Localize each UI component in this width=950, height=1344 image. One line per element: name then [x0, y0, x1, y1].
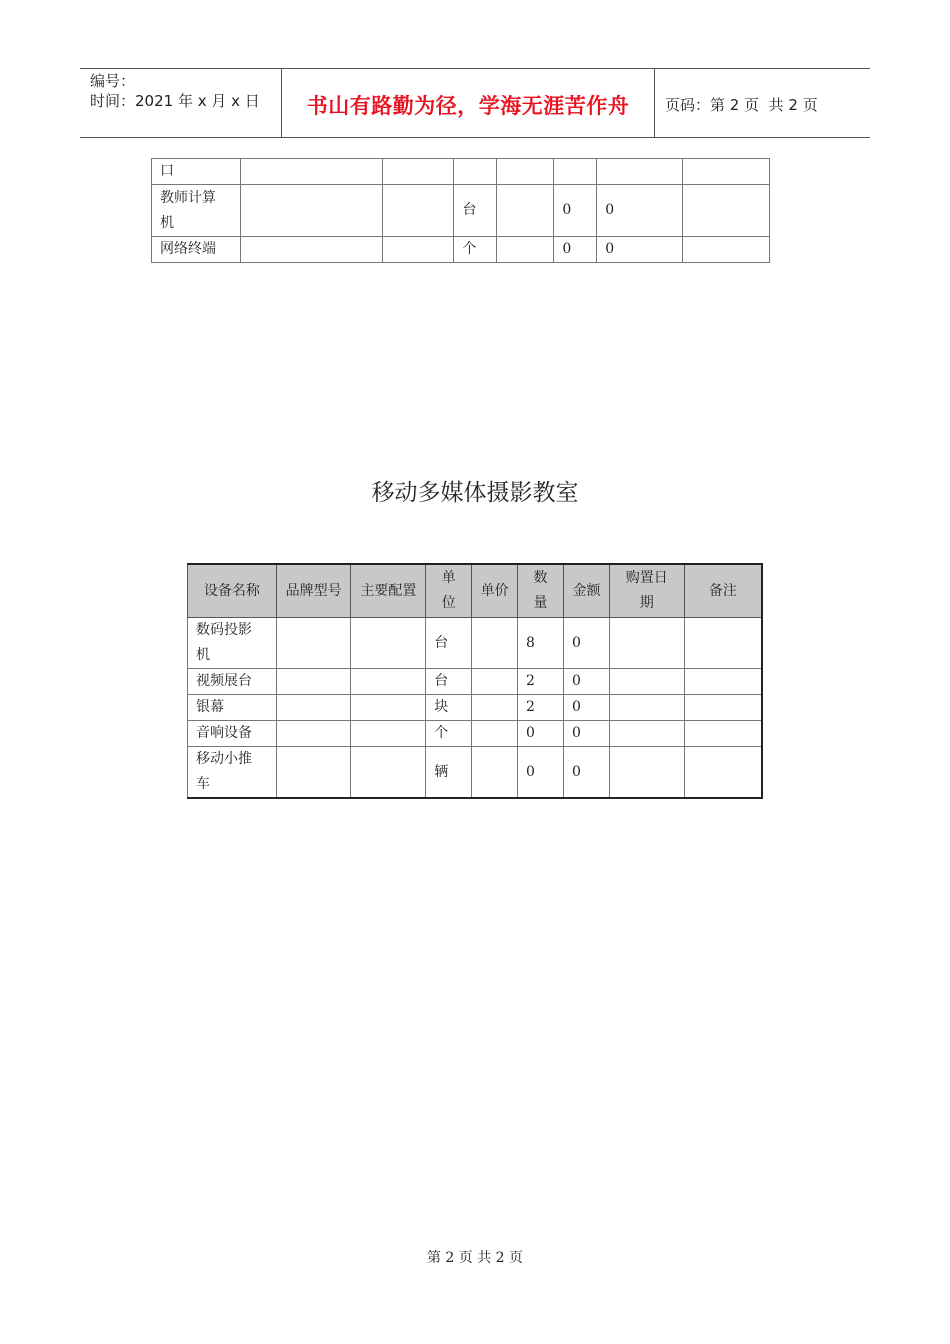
cell-amount: 0	[564, 721, 610, 747]
header-cell: 备注	[684, 564, 762, 618]
cell-amount: 0	[564, 669, 610, 695]
header-meta	[80, 69, 282, 137]
table-row	[188, 618, 763, 669]
cell-qty: 0	[554, 185, 597, 237]
cell-name: 音响设备	[188, 721, 277, 747]
cell-name: 口	[152, 159, 241, 185]
page-header	[80, 68, 870, 138]
cell-amount: 0	[597, 185, 683, 237]
header-page-cell	[655, 69, 870, 137]
cell-amount: 0	[564, 747, 610, 799]
motto: 书山有路勤为径，学海无涯苦作舟	[306, 94, 630, 118]
cell-unit	[454, 159, 497, 185]
cell-name: 银幕	[188, 695, 277, 721]
table-row	[188, 721, 763, 747]
cell-qty: 2	[518, 695, 564, 721]
cell-unit: 块	[426, 695, 472, 721]
cell-name: 视频展台	[188, 669, 277, 695]
header-cell: 金额	[564, 564, 610, 618]
cell-name: 网络终端	[152, 237, 241, 263]
header-cell: 主要配置	[351, 564, 426, 618]
header-cell: 购置日期	[609, 564, 684, 618]
cell-name: 教师计算机	[152, 185, 241, 237]
table-header-row	[188, 564, 763, 618]
equipment-table-continued	[151, 158, 770, 263]
section-title: 移动多媒体摄影教室	[371, 480, 579, 506]
cell-qty: 2	[518, 669, 564, 695]
page-footer: 第 2 页 共 2 页	[426, 1250, 524, 1266]
cell-qty	[554, 159, 597, 185]
table-row	[152, 185, 770, 237]
cell-amount: 0	[564, 618, 610, 669]
cell-qty: 8	[518, 618, 564, 669]
equipment-table	[187, 563, 763, 799]
time-label: 时间：2021 年 x 月 x 日	[90, 92, 260, 110]
cell-unit: 台	[426, 669, 472, 695]
cell-name: 数码投影机	[188, 618, 277, 669]
table-row	[152, 237, 770, 263]
header-cell: 品牌型号	[276, 564, 351, 618]
cell-unit: 个	[426, 721, 472, 747]
header-cell: 单价	[472, 564, 518, 618]
table-row	[188, 695, 763, 721]
cell-amount	[597, 159, 683, 185]
header-cell: 数量	[518, 564, 564, 618]
header-cell: 单位	[426, 564, 472, 618]
cell-qty: 0	[518, 721, 564, 747]
cell-unit: 个	[454, 237, 497, 263]
cell-amount: 0	[597, 237, 683, 263]
table-row	[188, 669, 763, 695]
cell-name: 移动小推车	[188, 747, 277, 799]
cell-qty: 0	[554, 237, 597, 263]
header-motto-cell	[282, 69, 655, 137]
cell-unit: 辆	[426, 747, 472, 799]
number-label: 编号：	[90, 72, 136, 90]
table-row	[152, 159, 770, 185]
cell-unit: 台	[426, 618, 472, 669]
table-row	[188, 747, 763, 799]
page-info: 页码：第 2 页 共 2 页	[665, 95, 818, 114]
cell-qty: 0	[518, 747, 564, 799]
cell-unit: 台	[454, 185, 497, 237]
cell-amount: 0	[564, 695, 610, 721]
header-cell: 设备名称	[188, 564, 277, 618]
